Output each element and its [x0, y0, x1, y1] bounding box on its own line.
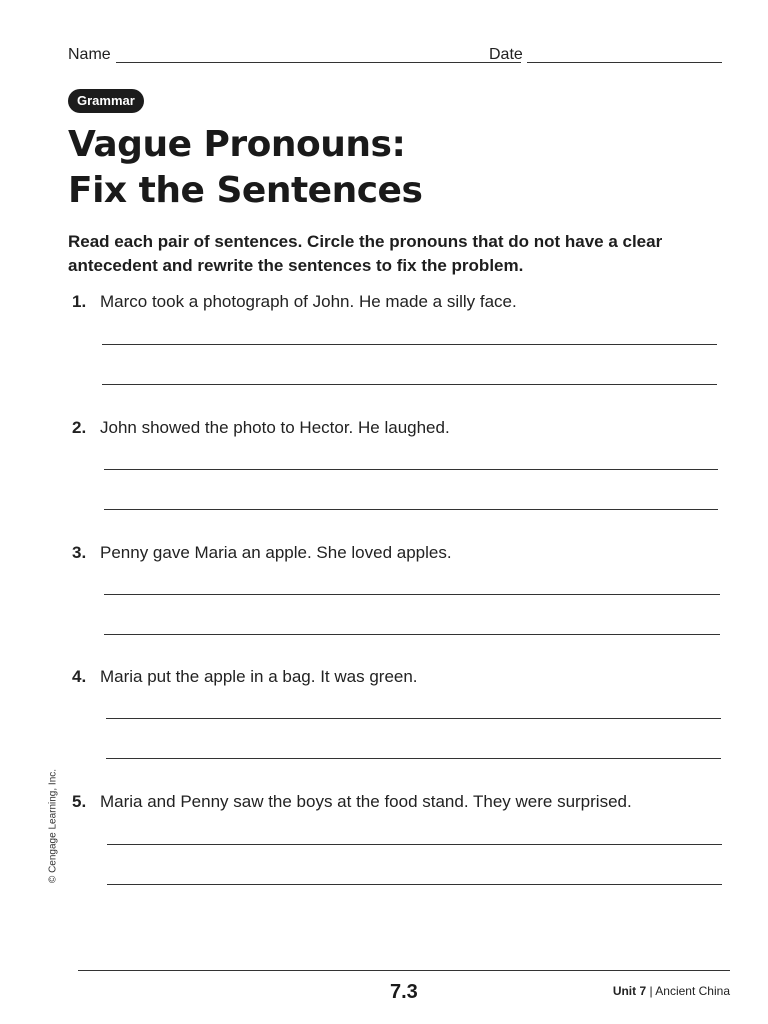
grammar-badge: Grammar — [68, 89, 144, 113]
question-5 — [72, 791, 732, 813]
question-sentence: John showed the photo to Hector. He laughed. — [100, 418, 450, 437]
question-2 — [72, 417, 732, 439]
question-text — [72, 791, 732, 813]
name-label: Name — [68, 46, 111, 63]
question-sentence: Maria put the apple in a bag. It was green. — [100, 667, 418, 686]
question-1 — [72, 291, 732, 313]
page-title — [68, 122, 708, 214]
question-text — [72, 542, 732, 564]
unit-topic: Ancient China — [655, 984, 730, 998]
answer-line-2a[interactable] — [104, 469, 718, 470]
title-line-1: Vague Pronouns: — [68, 124, 406, 165]
question-text — [72, 417, 732, 439]
question-text — [72, 666, 732, 688]
answer-line-1a[interactable] — [102, 344, 717, 345]
answer-line-2b[interactable] — [104, 509, 718, 510]
answer-line-1b[interactable] — [102, 384, 717, 385]
unit-label — [613, 984, 730, 998]
unit-separator: | — [646, 984, 656, 998]
question-3 — [72, 542, 732, 564]
unit-number: Unit 7 — [612, 984, 647, 998]
question-sentence: Penny gave Maria an apple. She loved apples. — [100, 543, 452, 562]
question-number: 5. — [72, 792, 87, 811]
copyright-notice: © Cengage Learning, Inc. — [47, 768, 59, 884]
question-number: 2. — [72, 418, 87, 437]
question-number: 1. — [72, 292, 87, 311]
question-number: 3. — [72, 543, 87, 562]
answer-line-5a[interactable] — [107, 844, 722, 845]
question-text — [72, 291, 732, 313]
page-number: 7.3 — [390, 981, 418, 1003]
instructions: Read each pair of sentences. Circle the pronouns that do not have a clear antecedent and rewrite the sentences to fix the problem. — [68, 232, 663, 275]
answer-line-3b[interactable] — [104, 634, 720, 635]
answer-line-4b[interactable] — [106, 758, 721, 759]
question-sentence: Marco took a photograph of John. He made a silly face. — [100, 292, 517, 311]
date-label: Date — [489, 46, 523, 63]
name-date-row — [68, 44, 722, 68]
date-line[interactable] — [527, 62, 722, 63]
answer-line-4a[interactable] — [106, 718, 721, 719]
answer-line-3a[interactable] — [104, 594, 720, 595]
question-4 — [72, 666, 732, 688]
name-line[interactable] — [116, 62, 521, 63]
question-number: 4. — [72, 667, 87, 686]
answer-line-5b[interactable] — [107, 884, 722, 885]
title-line-2: Fix the Sentences — [68, 170, 423, 211]
question-sentence: Maria and Penny saw the boys at the food stand. They were surprised. — [100, 792, 632, 811]
footer-divider — [78, 970, 730, 971]
